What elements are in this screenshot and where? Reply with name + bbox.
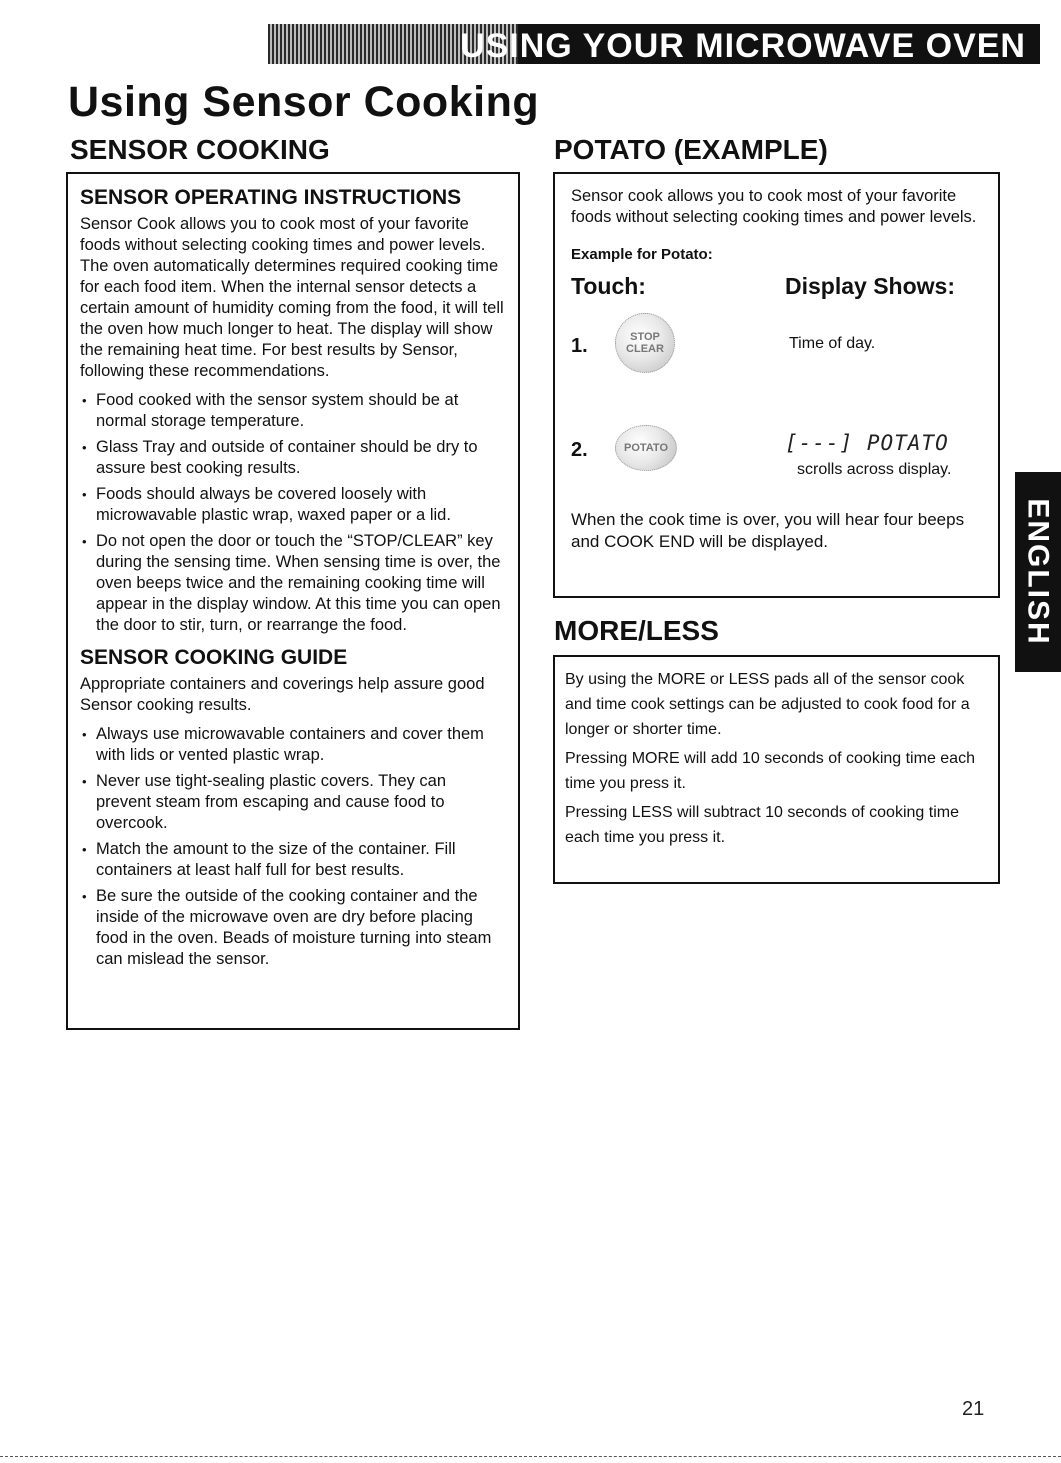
touch-display-headings — [571, 273, 984, 313]
moreless-para-3: Pressing LESS will subtract 10 seconds of cooking time each time you press it. — [565, 804, 959, 846]
bottom-divider — [0, 1456, 1061, 1457]
step-2-display: scrolls across display. — [797, 461, 952, 478]
list-item: • Be sure the outside of the cooking container and the inside of the microwave oven are dry before placing food in the oven. Beads of moisture turning into steam can mislead the sensor. — [80, 886, 504, 970]
sensor-cooking-title: SENSOR COOKING — [70, 134, 330, 165]
moreless-para-2: Pressing MORE will add 10 seconds of cooking time each time you press it. — [565, 750, 975, 792]
moreless-box — [553, 655, 1000, 884]
list-item: • Glass Tray and outside of container should be dry to assure best cooking results. — [80, 437, 504, 479]
list-item: • Food cooked with the sensor system should be at normal storage temperature. — [80, 390, 504, 432]
potato-outro: When the cook time is over, you will hear four beeps and COOK END will be displayed. — [571, 510, 965, 551]
instructions-title: SENSOR OPERATING INSTRUCTIONS — [80, 186, 462, 209]
header-band-text: USING YOUR MICROWAVE OVEN — [460, 27, 1026, 64]
display-heading: Display Shows: — [785, 273, 955, 299]
touch-heading: Touch: — [571, 273, 646, 299]
step-number: 2. — [571, 439, 588, 461]
list-item: • Match the amount to the size of the container. Fill containers at least half full for best results. — [80, 839, 504, 881]
instructions-intro: Sensor Cook allows you to cook most of your favorite foods without selecting cooking times and power levels. The oven automatically determines required cooking time for each food item. When the internal sensor detects a certain amount of humidity coming from the food, it will tell the oven how much longer to heat. The display will show the remaining heat time. For best results by Sensor, following these recommendations. — [80, 215, 504, 380]
step-number: 1. — [571, 335, 588, 357]
list-item: • Do not open the door or touch the “STOP/CLEAR” key during the sensing time. When sensing time is over, the oven beeps twice and the remaining cooking time will appear in the display window. At this time you can open the door to stir, turn, or rearrange the food. — [80, 531, 504, 636]
list-item: • Never use tight-sealing plastic covers. They can prevent steam from escaping and cause food to overcook. — [80, 771, 504, 834]
step-1 — [571, 313, 984, 425]
header-band — [268, 24, 1040, 64]
list-item: • Always use microwavable containers and cover them with lids or vented plastic wrap. — [80, 724, 504, 766]
page-number: 21 — [962, 1398, 985, 1420]
moreless-title: MORE/LESS — [554, 615, 719, 646]
sensor-instructions-box — [66, 172, 520, 1030]
english-side-tab — [1015, 472, 1061, 672]
potato-intro: Sensor cook allows you to cook most of your favorite foods without selecting cooking times and power levels. — [571, 187, 977, 226]
potato-title: POTATO (EXAMPLE) — [554, 134, 828, 165]
potato-key-icon: POTATO — [615, 425, 677, 471]
example-label: Example for Potato: — [571, 246, 713, 263]
guide-list — [80, 724, 504, 970]
step-1-display: Time of day. — [789, 335, 876, 352]
moreless-para-1: By using the MORE or LESS pads all of the sensor cook and time cook settings can be adjusted to cook food for a longer or shorter time. — [565, 671, 970, 738]
stop-clear-key-icon: STOP CLEAR — [615, 313, 675, 373]
page-title: Using Sensor Cooking — [68, 78, 540, 126]
list-item: • Foods should always be covered loosely with microwavable plastic wrap, waxed paper or a lid. — [80, 484, 504, 526]
instructions-list — [80, 390, 504, 636]
lcd-display: [---] POTATO — [785, 431, 949, 455]
side-tab-label: ENGLISH — [1022, 498, 1056, 646]
step-2 — [571, 425, 984, 509]
guide-intro: Appropriate containers and coverings help assure good Sensor cooking results. — [80, 675, 485, 714]
guide-title: SENSOR COOKING GUIDE — [80, 646, 348, 669]
potato-box — [553, 172, 1000, 598]
